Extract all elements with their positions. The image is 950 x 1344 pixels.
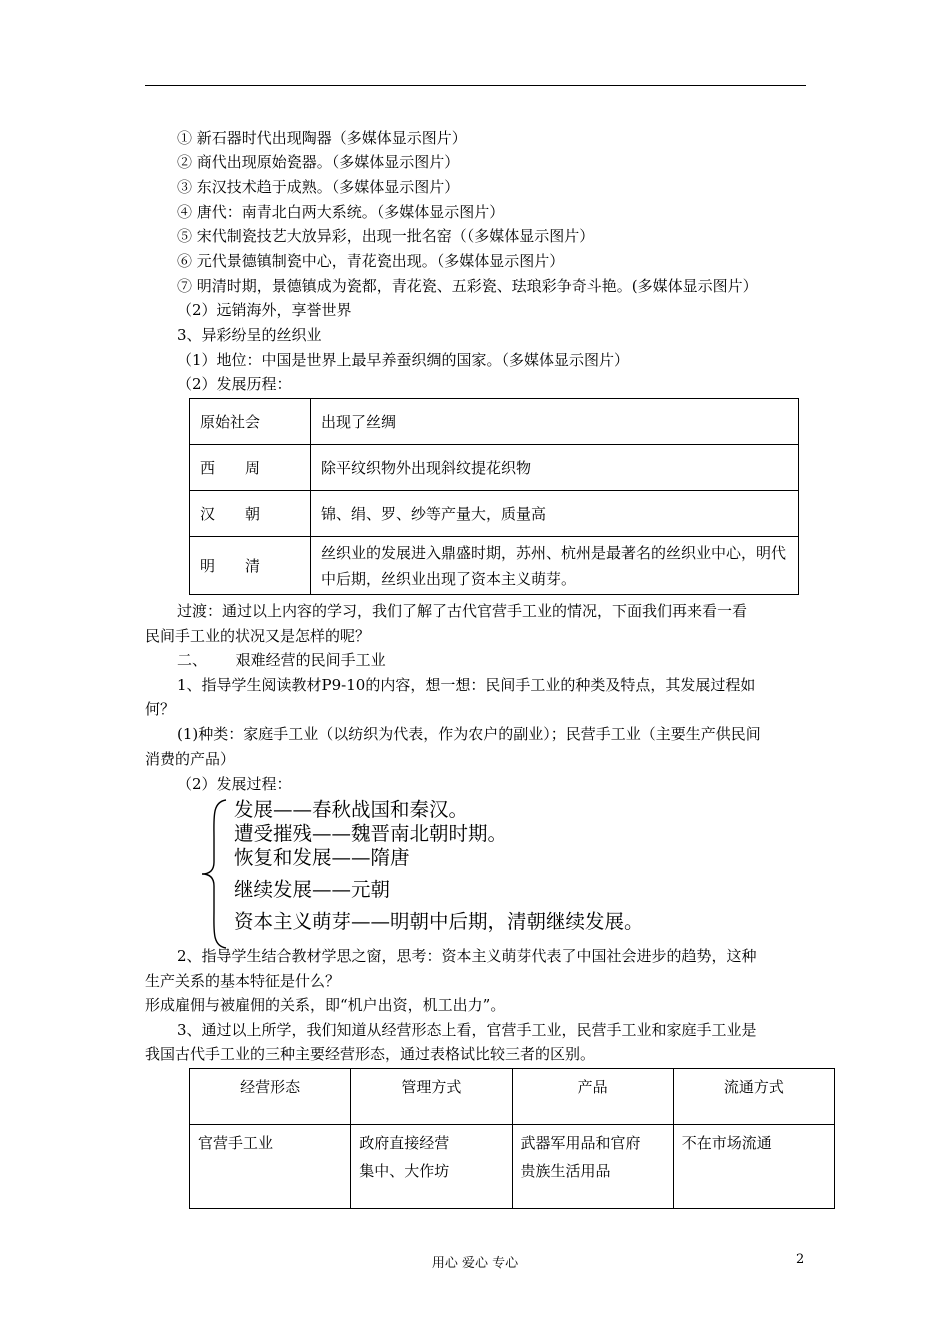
silk-heading: 3、异彩纷呈的丝织业	[177, 326, 322, 344]
question-2-line-2: 生产关系的基本特征是什么？	[145, 972, 341, 990]
table-row	[190, 491, 799, 537]
types-line-1: (1)种类：家庭手工业（以纺织为代表，作为农户的副业）；民营手工业（主要生产供民间	[177, 725, 761, 743]
curly-brace-icon	[200, 798, 230, 950]
porcelain-item-7: ⑦ 明清时期，景德镇成为瓷都，青花瓷、五彩瓷、珐琅彩争奇斗艳。(多媒体显示图片）	[177, 277, 758, 295]
section-heading: 二、 艰难经营的民间手工业	[177, 651, 386, 669]
process-label: （2）发展过程：	[177, 775, 292, 793]
header-cell: 流通方式	[673, 1069, 834, 1125]
era-cell: 原始社会	[190, 399, 311, 445]
question-2-answer: 形成雇佣与被雇佣的关系，即“机户出资，机工出力”。	[145, 996, 506, 1014]
footer-text: 用心 爱心 专心	[431, 1256, 519, 1271]
table-cell: 政府直接经营 集中、大作坊	[351, 1125, 512, 1209]
table-cell: 官营手工业	[190, 1125, 351, 1209]
transition-line-2: 民间手工业的状况又是怎样的呢？	[145, 627, 371, 645]
silk-status: （1）地位：中国是世界上最早养蚕织绸的国家。（多媒体显示图片）	[177, 351, 630, 369]
desc-cell: 出现了丝绸	[311, 399, 799, 445]
era-cell: 明 清	[190, 537, 311, 595]
desc-cell: 除平纹织物外出现斜纹提花织物	[311, 445, 799, 491]
era-cell: 西 周	[190, 445, 311, 491]
table-row	[190, 1125, 835, 1209]
page-number: 2	[796, 1252, 805, 1267]
types-line-2: 消费的产品）	[145, 750, 236, 768]
porcelain-item-2: ② 商代出现原始瓷器。（多媒体显示图片）	[177, 153, 460, 171]
development-stage: 遭受摧残——魏晋南北朝时期。	[234, 822, 508, 845]
development-stage: 发展——春秋战国和秦汉。	[234, 798, 469, 821]
silk-history-label: （2）发展历程：	[177, 375, 292, 393]
table-header-row	[190, 1069, 835, 1125]
question-2-line-1: 2、指导学生结合教材学思之窗，思考：资本主义萌芽代表了中国社会进步的趋势，这种	[177, 947, 757, 965]
header-cell: 经营形态	[190, 1069, 351, 1125]
transition-line-1: 过渡：通过以上内容的学习，我们了解了古代官营手工业的情况，下面我们再来看一看	[177, 602, 748, 620]
era-cell: 汉 朝	[190, 491, 311, 537]
management-forms-table	[189, 1068, 835, 1209]
question-1-line-1: 1、指导学生阅读教材P9-10的内容，想一想：民间手工业的种类及特点，其发展过程如	[177, 676, 756, 694]
porcelain-item-4: ④ 唐代：南青北白两大系统。（多媒体显示图片）	[177, 203, 505, 221]
table-cell: 不在市场流通	[673, 1125, 834, 1209]
table-cell: 武器军用品和官府 贵族生活用品	[512, 1125, 673, 1209]
development-stage: 继续发展——元朝	[234, 878, 391, 901]
table-row	[190, 445, 799, 491]
development-stage: 资本主义萌芽——明朝中后期，清朝继续发展。	[234, 910, 644, 933]
porcelain-item-5: ⑤ 宋代制瓷技艺大放异彩，出现一批名窑（（多媒体显示图片）	[177, 227, 595, 245]
table-row	[190, 537, 799, 595]
export-line: （2）远销海外，享誉世界	[177, 301, 352, 319]
silk-history-table	[189, 398, 799, 595]
porcelain-item-1: ① 新石器时代出现陶器（多媒体显示图片）	[177, 129, 467, 147]
development-stage: 恢复和发展——隋唐	[234, 846, 410, 869]
porcelain-item-6: ⑥ 元代景德镇制瓷中心，青花瓷出现。（多媒体显示图片）	[177, 252, 565, 270]
question-3-line-2: 我国古代手工业的三种主要经营形态，通过表格试比较三者的区别。	[145, 1045, 596, 1063]
porcelain-item-3: ③ 东汉技术趋于成熟。（多媒体显示图片）	[177, 178, 460, 196]
header-rule	[145, 85, 806, 86]
question-3-line-1: 3、通过以上所学，我们知道从经营形态上看，官营手工业，民营手工业和家庭手工业是	[177, 1021, 757, 1039]
question-1-line-2: 何？	[145, 700, 176, 718]
header-cell: 管理方式	[351, 1069, 512, 1125]
desc-cell: 锦、绢、罗、纱等产量大，质量高	[311, 491, 799, 537]
table-row	[190, 399, 799, 445]
header-cell: 产品	[512, 1069, 673, 1125]
desc-cell: 丝织业的发展进入鼎盛时期，苏州、杭州是最著名的丝织业中心，明代中后期，丝织业出现了资本主义萌芽。	[311, 537, 799, 595]
